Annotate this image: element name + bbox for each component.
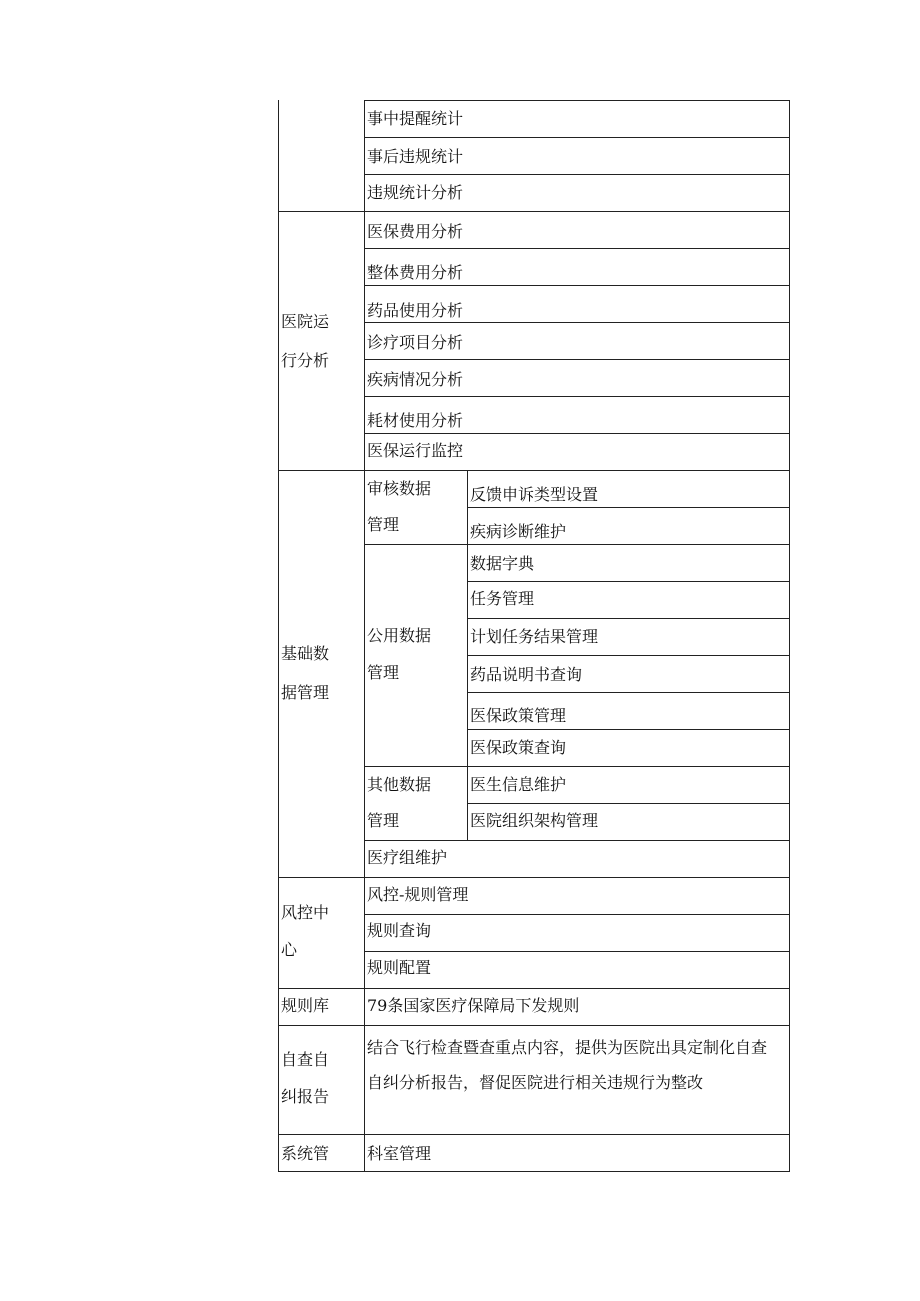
table-cell: 药品使用分析: [367, 301, 464, 320]
table-cell: 规则配置: [367, 958, 432, 977]
row-divider: [278, 988, 790, 989]
table-cell: 医生信息维护: [470, 775, 567, 794]
table-cell: 任务管理: [470, 589, 535, 608]
table-cell: 数据字典: [470, 554, 535, 573]
row-divider: [364, 174, 790, 175]
table-cell: 诊疗项目分析: [367, 333, 464, 352]
row-divider: [278, 470, 790, 471]
category-label: 行分析: [281, 351, 330, 370]
table-cell: 科室管理: [367, 1144, 432, 1163]
category-label: 风控中: [281, 903, 330, 922]
table-cell: 疾病诊断维护: [470, 522, 567, 541]
row-divider: [364, 396, 790, 397]
table-cell: 药品说明书查询: [470, 665, 583, 684]
table-cell: 风控-规则管理: [367, 885, 469, 904]
table-cell: 违规统计分析: [367, 183, 464, 202]
row-divider: [467, 507, 790, 508]
table-cell: 医保政策查询: [470, 738, 567, 757]
subcategory-label: 其他数据: [367, 775, 432, 794]
row-divider: [467, 729, 790, 730]
table-column-divider: [364, 100, 365, 1171]
table-cell: 规则查询: [367, 921, 432, 940]
table-cell: 事中提醒统计: [367, 109, 464, 128]
row-divider: [467, 692, 790, 693]
table-cell: 医保运行监控: [367, 441, 464, 460]
table-cell: 医疗组维护: [367, 848, 448, 867]
category-label: 纠报告: [281, 1087, 330, 1106]
row-divider: [364, 544, 790, 545]
row-divider: [278, 1134, 790, 1135]
row-divider: [364, 840, 790, 841]
table-cell: 事后违规统计: [367, 147, 464, 166]
row-divider: [364, 100, 790, 101]
table-border-left: [278, 100, 279, 1171]
table-cell: 计划任务结果管理: [470, 627, 599, 646]
row-divider: [364, 951, 790, 952]
table-cell: 疾病情况分析: [367, 370, 464, 389]
table-cell: 医保政策管理: [470, 706, 567, 725]
category-label: 基础数: [281, 644, 330, 663]
row-divider: [278, 1025, 790, 1026]
row-divider: [364, 322, 790, 323]
table-cell: 反馈申诉类型设置: [470, 485, 599, 504]
row-divider: [364, 914, 790, 915]
table-cell: 结合飞行检查暨查重点内容，提供为医院出具定制化自查: [367, 1038, 768, 1057]
table-border-right: [789, 100, 790, 1171]
category-label: 自查自: [281, 1050, 330, 1069]
subcategory-label: 管理: [367, 663, 400, 682]
table-cell: 整体费用分析: [367, 263, 464, 282]
table-border-bottom: [278, 1171, 790, 1172]
row-divider: [467, 803, 790, 804]
row-divider: [364, 359, 790, 360]
subcategory-label: 审核数据: [367, 479, 432, 498]
table-cell: 79条国家医疗保障局下发规则: [367, 996, 580, 1015]
row-divider: [467, 618, 790, 619]
subcategory-label: 公用数据: [367, 626, 432, 645]
row-divider: [364, 766, 790, 767]
table-cell: 医院组织架构管理: [470, 811, 599, 830]
category-label: 医院运: [281, 312, 330, 331]
table-cell: 自纠分析报告，督促医院进行相关违规行为整改: [367, 1073, 704, 1092]
category-label: 据管理: [281, 683, 330, 702]
row-divider: [278, 877, 790, 878]
row-divider: [278, 211, 790, 212]
table-cell: 耗材使用分析: [367, 411, 464, 430]
row-divider: [467, 581, 790, 582]
subcategory-label: 管理: [367, 811, 400, 830]
row-divider: [364, 285, 790, 286]
row-divider: [467, 655, 790, 656]
table-cell: 医保费用分析: [367, 222, 464, 241]
category-label: 系统管: [281, 1144, 330, 1163]
row-divider: [364, 248, 790, 249]
category-label: 心: [281, 940, 298, 959]
row-divider: [364, 137, 790, 138]
category-label: 规则库: [281, 996, 330, 1015]
subcategory-label: 管理: [367, 515, 400, 534]
row-divider: [364, 433, 790, 434]
